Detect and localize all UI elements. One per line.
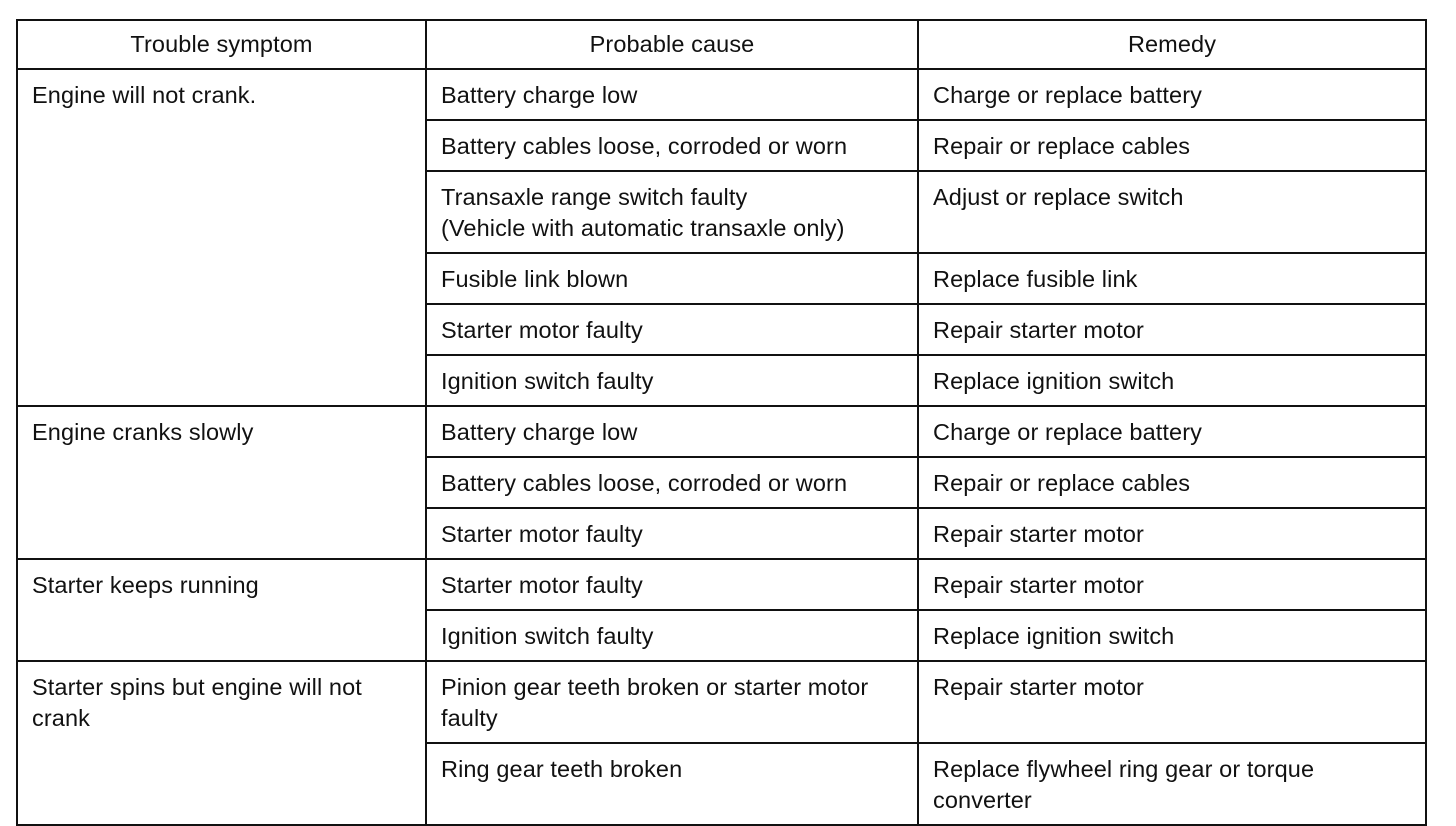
symptom-cell — [17, 69, 426, 406]
remedy-cell — [918, 559, 1426, 610]
remedy-text: Replace ignition switch — [933, 623, 1175, 649]
cause-text: Pinion gear teeth broken or starter motor faulty — [441, 674, 869, 731]
cause-text: Starter motor faulty — [441, 317, 643, 343]
remedy-text: Repair starter motor — [933, 317, 1144, 343]
symptom-text: Starter keeps running — [32, 572, 259, 598]
cause-text: Battery cables loose, corroded or worn — [441, 133, 848, 159]
remedy-cell — [918, 743, 1426, 825]
remedy-cell — [918, 171, 1426, 253]
cause-text: Fusible link blown — [441, 266, 629, 292]
remedy-text: Adjust or replace switch — [933, 184, 1184, 210]
cause-text: Ring gear teeth broken — [441, 756, 683, 782]
remedy-text: Replace flywheel ring gear or torque converter — [933, 756, 1315, 813]
remedy-cell — [918, 457, 1426, 508]
cause-cell — [426, 610, 918, 661]
symptom-cell — [17, 559, 426, 661]
remedy-cell — [918, 304, 1426, 355]
symptom-cell — [17, 406, 426, 559]
cause-cell — [426, 743, 918, 825]
cause-cell — [426, 253, 918, 304]
cause-text: Battery charge low — [441, 82, 638, 108]
remedy-cell — [918, 661, 1426, 743]
table-row — [17, 559, 1426, 610]
remedy-cell — [918, 406, 1426, 457]
header-probable-cause: Probable cause — [426, 20, 918, 69]
remedy-cell — [918, 610, 1426, 661]
symptom-text: Engine will not crank. — [32, 82, 257, 108]
header-trouble-symptom: Trouble symptom — [17, 20, 426, 69]
cause-text: Battery cables loose, corroded or worn — [441, 470, 848, 496]
cause-text: Ignition switch faulty — [441, 368, 654, 394]
cause-cell — [426, 508, 918, 559]
remedy-cell — [918, 120, 1426, 171]
cause-cell — [426, 304, 918, 355]
cause-cell — [426, 661, 918, 743]
cause-cell — [426, 120, 918, 171]
remedy-text: Charge or replace battery — [933, 419, 1202, 445]
remedy-text: Replace fusible link — [933, 266, 1138, 292]
remedy-text: Repair or replace cables — [933, 133, 1191, 159]
cause-cell — [426, 457, 918, 508]
remedy-text: Replace ignition switch — [933, 368, 1175, 394]
troubleshooting-table — [16, 19, 1427, 826]
symptom-text: Starter spins but engine will not crank — [32, 674, 362, 731]
cause-text: Starter motor faulty — [441, 572, 643, 598]
symptom-cell — [17, 661, 426, 825]
remedy-cell — [918, 69, 1426, 120]
table-row — [17, 69, 1426, 120]
symptom-text: Engine cranks slowly — [32, 419, 254, 445]
remedy-cell — [918, 508, 1426, 559]
header-remedy: Remedy — [918, 20, 1426, 69]
remedy-text: Charge or replace battery — [933, 82, 1202, 108]
table-header — [17, 20, 1426, 69]
cause-cell — [426, 171, 918, 253]
remedy-cell — [918, 355, 1426, 406]
cause-cell — [426, 559, 918, 610]
table-row — [17, 406, 1426, 457]
remedy-cell — [918, 253, 1426, 304]
cause-text: Battery charge low — [441, 419, 638, 445]
header-row — [17, 20, 1426, 69]
cause-cell — [426, 69, 918, 120]
remedy-text: Repair starter motor — [933, 572, 1144, 598]
cause-text: Ignition switch faulty — [441, 623, 654, 649]
remedy-text: Repair or replace cables — [933, 470, 1191, 496]
remedy-text: Repair starter motor — [933, 521, 1144, 547]
cause-text: Starter motor faulty — [441, 521, 643, 547]
table-body — [17, 69, 1426, 825]
cause-cell — [426, 355, 918, 406]
cause-text: Transaxle range switch faulty (Vehicle with automatic transaxle only) — [441, 184, 845, 241]
table-row — [17, 661, 1426, 743]
cause-cell — [426, 406, 918, 457]
remedy-text: Repair starter motor — [933, 674, 1144, 700]
